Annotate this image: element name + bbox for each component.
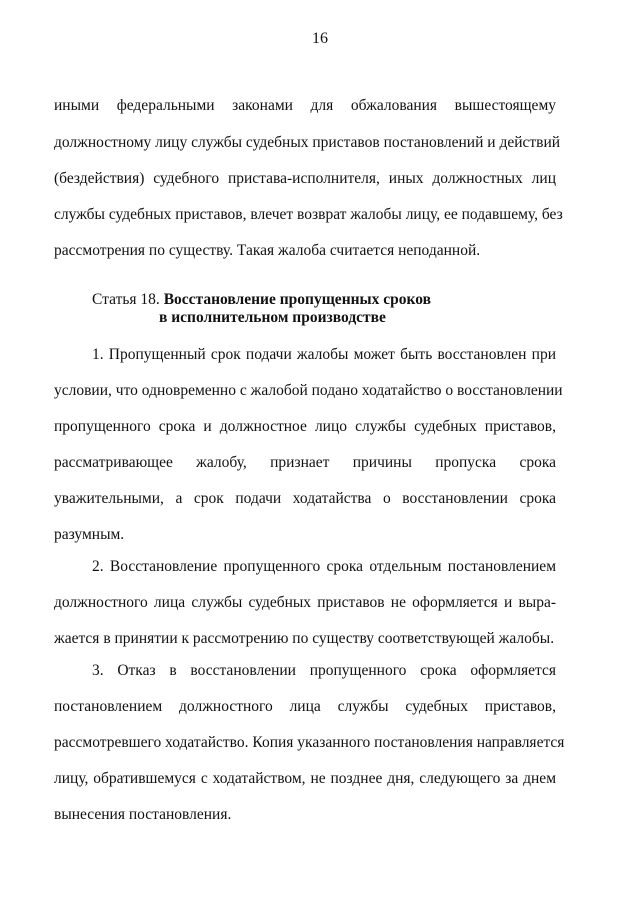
paragraph2-line-2: должностного лица службы судебных приставов не оформляется и выра-	[54, 594, 556, 611]
paragraph2-line-3: жается в принятии к рассмотрению по существу соответствующей жалобы.	[54, 630, 555, 647]
paragraph3-line-2: постановлением должностного лица службы судебных приставов,	[54, 698, 556, 715]
intro-line-4: службы судебных приставов, влечет возврат жалобы лицу, ее подавшему, без	[54, 206, 563, 223]
page-number: 16	[312, 30, 328, 47]
paragraph1-line-2: условии, что одновременно с жалобой подано ходатайство о восстановлении	[54, 382, 563, 399]
article-heading	[92, 290, 431, 310]
paragraph3-line-4: лицу, обратившемуся с ходатайством, не позднее дня, следующего за днем	[54, 770, 556, 787]
intro-line-3: (бездействия) судебного пристава-исполнителя, иных должностных лиц	[54, 170, 556, 187]
paragraph1-line-5: уважительными, а срок подачи ходатайства о восстановлении срока	[54, 490, 556, 507]
paragraph3-line-3: рассмотревшего ходатайство. Копия указанного постановления направляется	[54, 734, 565, 751]
paragraph2-line-1: 2. Восстановление пропущенного срока отдельным постановлением	[92, 558, 556, 575]
intro-line-1: иными федеральными законами для обжалования вышестоящему	[54, 97, 556, 114]
article-title-line-1: Восстановление пропущенных сроков	[163, 291, 431, 308]
article-label: Статья 18.	[92, 291, 160, 308]
paragraph1-line-3: пропущенного срока и должностное лицо службы судебных приставов,	[54, 418, 556, 435]
paragraph1-line-4: рассматривающее жалобу, признает причины пропуска срока	[54, 454, 556, 471]
paragraph3-line-1: 3. Отказ в восстановлении пропущенного срока оформляется	[92, 662, 556, 679]
paragraph3-line-5: вынесения постановления.	[54, 806, 232, 823]
intro-line-5: рассмотрения по существу. Такая жалоба считается неподанной.	[54, 242, 481, 259]
article-title-line-2: в исполнительном производстве	[159, 309, 386, 326]
paragraph1-line-1: 1. Пропущенный срок подачи жалобы может быть восстановлен при	[92, 346, 556, 363]
paragraph1-line-6: разумным.	[54, 526, 125, 543]
intro-line-2: должностному лицу службы судебных приставов постановлений и действий	[54, 134, 561, 151]
